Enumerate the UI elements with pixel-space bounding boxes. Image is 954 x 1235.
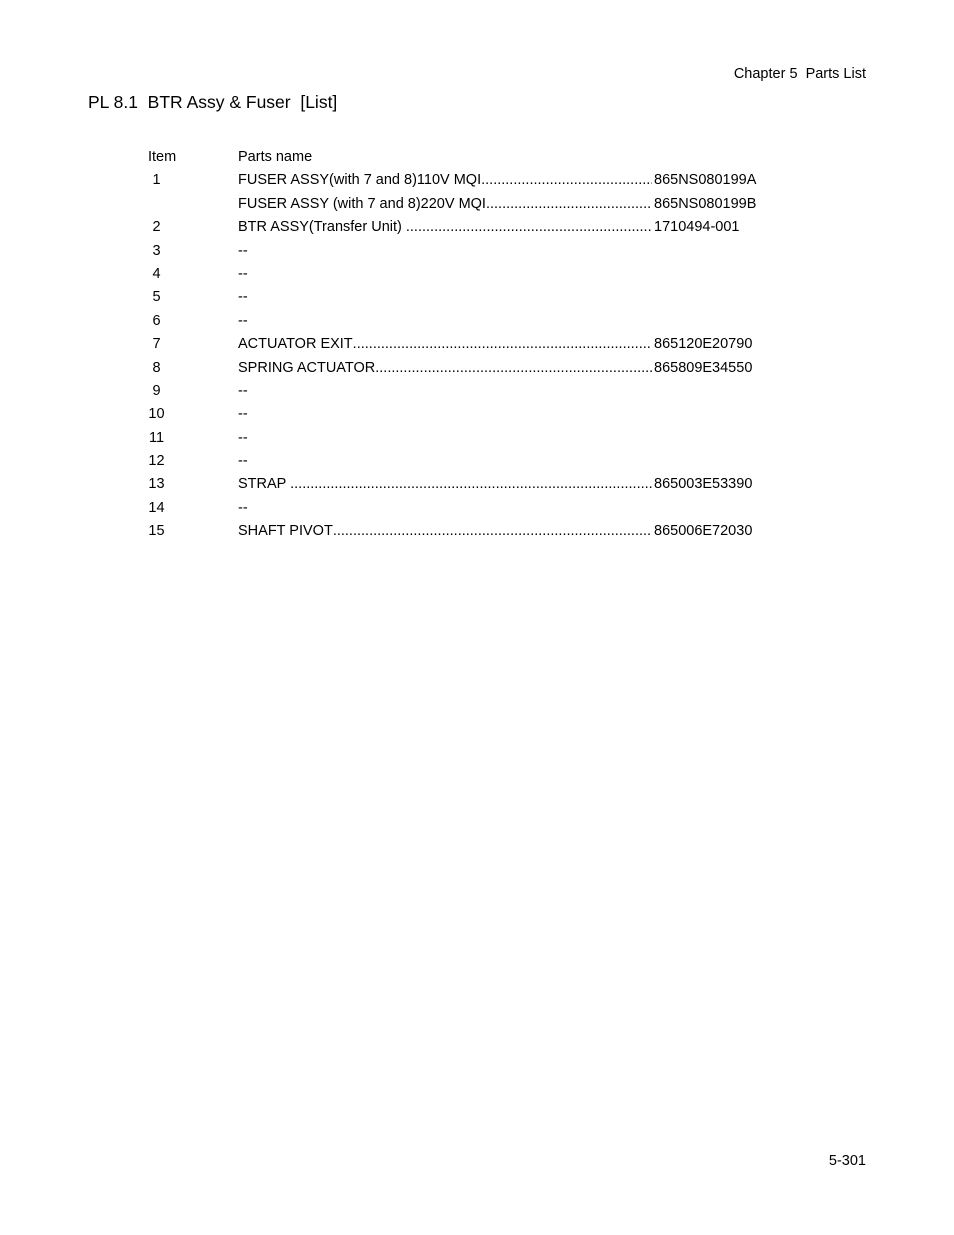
table-row xyxy=(0,499,954,522)
item-number: 13 xyxy=(148,476,165,493)
item-number: 8 xyxy=(152,359,161,376)
item-number: 7 xyxy=(152,336,161,353)
dot-leader xyxy=(406,218,652,237)
item-number: 5 xyxy=(152,289,161,306)
part-name-leader xyxy=(238,335,652,354)
item-number: 11 xyxy=(148,429,165,446)
table-row xyxy=(0,242,954,265)
part-name: FUSER ASSY(with 7 and 8)110V MQI xyxy=(238,172,482,189)
page-number: 5-301 xyxy=(828,1153,866,1169)
item-number: 14 xyxy=(148,499,165,516)
item-number: 3 xyxy=(152,242,161,259)
table-row xyxy=(0,171,954,194)
column-header-item: Item xyxy=(148,149,177,165)
part-name: -- xyxy=(238,429,248,446)
parts-table xyxy=(0,148,954,546)
item-number: 1 xyxy=(152,172,161,189)
dot-leader xyxy=(333,522,652,541)
table-row xyxy=(0,312,954,335)
dot-leader xyxy=(486,195,652,214)
item-number: 6 xyxy=(152,312,161,329)
table-body xyxy=(0,171,954,545)
part-name: SPRING ACTUATOR xyxy=(238,359,376,376)
part-name: BTR ASSY(Transfer Unit) xyxy=(238,219,406,236)
table-row xyxy=(0,405,954,428)
part-number: 865003E53390 xyxy=(654,476,753,493)
table-row xyxy=(0,335,954,358)
part-name: STRAP xyxy=(238,476,291,493)
dot-leader xyxy=(375,359,652,378)
item-number: 9 xyxy=(152,382,161,399)
column-header-parts-name: Parts name xyxy=(238,149,313,165)
part-name: SHAFT PIVOT xyxy=(238,523,333,540)
part-name-leader xyxy=(238,359,652,378)
item-number: 12 xyxy=(148,453,165,470)
table-row xyxy=(0,382,954,405)
dot-leader xyxy=(481,171,652,190)
part-name-leader xyxy=(238,522,652,541)
table-row xyxy=(0,452,954,475)
part-name: ACTUATOR EXIT xyxy=(238,336,353,353)
part-name: -- xyxy=(238,406,248,423)
item-number: 10 xyxy=(148,406,165,423)
part-name-leader xyxy=(238,195,652,214)
part-number: 865809E34550 xyxy=(654,359,753,376)
part-number: 865NS080199A xyxy=(654,172,757,189)
part-name-leader xyxy=(238,218,652,237)
part-number: 1710494-001 xyxy=(654,219,740,236)
chapter-header: Chapter 5 Parts List xyxy=(733,66,866,82)
part-number: 865NS080199B xyxy=(654,195,757,212)
table-row xyxy=(0,195,954,218)
table-row xyxy=(0,218,954,241)
item-number: 4 xyxy=(152,265,161,282)
dot-leader xyxy=(353,335,652,354)
item-number: 2 xyxy=(152,219,161,236)
part-name: -- xyxy=(238,453,248,470)
part-name: -- xyxy=(238,289,248,306)
part-name: -- xyxy=(238,265,248,282)
dot-leader xyxy=(290,475,652,494)
part-name: -- xyxy=(238,499,248,516)
table-header-row xyxy=(0,148,954,171)
table-row xyxy=(0,522,954,545)
part-name-leader xyxy=(238,171,652,190)
table-row xyxy=(0,475,954,498)
table-row xyxy=(0,359,954,382)
table-row xyxy=(0,265,954,288)
page-title: PL 8.1 BTR Assy & Fuser [List] xyxy=(88,92,338,112)
part-number: 865006E72030 xyxy=(654,523,753,540)
part-name: -- xyxy=(238,382,248,399)
table-row xyxy=(0,288,954,311)
table-row xyxy=(0,429,954,452)
part-name: FUSER ASSY (with 7 and 8)220V MQI xyxy=(238,195,486,212)
part-name: -- xyxy=(238,242,248,259)
item-number: 15 xyxy=(148,523,165,540)
part-name-leader xyxy=(238,475,652,494)
part-number: 865120E20790 xyxy=(654,336,753,353)
part-name: -- xyxy=(238,312,248,329)
